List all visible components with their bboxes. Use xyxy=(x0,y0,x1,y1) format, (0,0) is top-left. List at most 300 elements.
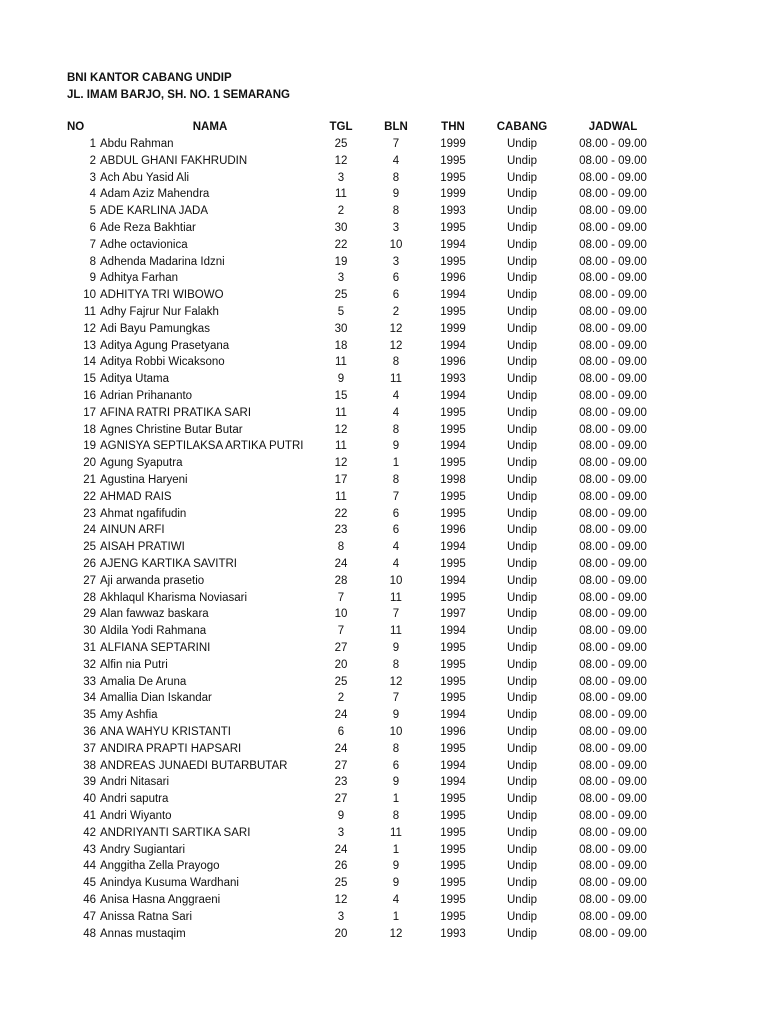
cell-no: 20 xyxy=(83,457,96,470)
column-header-no: NO xyxy=(67,121,85,133)
cell-bln: 6 xyxy=(392,289,400,302)
cell-thn: 1995 xyxy=(440,255,466,268)
cell-jadwal: 08.00 - 09.00 xyxy=(579,642,647,654)
cell-nama: Agnes Christine Butar Butar xyxy=(100,423,243,436)
table-row xyxy=(0,455,768,472)
cell-thn: 1995 xyxy=(440,910,466,923)
cell-tgl: 27 xyxy=(334,642,348,654)
column-header-bln: BLN xyxy=(384,121,408,133)
cell-thn: 1995 xyxy=(440,154,466,167)
cell-tgl: 12 xyxy=(334,154,348,167)
cell-thn: 1995 xyxy=(440,507,466,520)
cell-jadwal: 08.00 - 09.00 xyxy=(579,927,647,940)
cell-no: 42 xyxy=(83,826,96,839)
table-row xyxy=(0,354,768,371)
table-row xyxy=(0,875,768,892)
cell-jadwal: 08.00 - 09.00 xyxy=(579,860,647,873)
cell-thn: 1995 xyxy=(440,171,466,184)
cell-jadwal: 08.00 - 09.00 xyxy=(579,910,647,923)
table-row xyxy=(0,690,768,707)
cell-no: 29 xyxy=(83,608,96,621)
cell-tgl: 19 xyxy=(334,255,348,268)
cell-jadwal: 08.00 - 09.00 xyxy=(579,591,647,604)
cell-jadwal: 08.00 - 09.00 xyxy=(579,322,647,335)
cell-nama: Anggitha Zella Prayogo xyxy=(100,860,220,873)
cell-tgl: 24 xyxy=(334,558,348,570)
cell-cabang: Undip xyxy=(506,423,538,436)
cell-jadwal: 08.00 - 09.00 xyxy=(579,507,647,520)
cell-bln: 3 xyxy=(392,255,400,268)
table-row xyxy=(0,203,768,220)
cell-cabang: Undip xyxy=(506,490,538,503)
cell-tgl: 15 xyxy=(334,390,348,402)
cell-nama: Adhenda Madarina Idzni xyxy=(100,255,225,268)
cell-thn: 1995 xyxy=(440,860,466,873)
cell-cabang: Undip xyxy=(506,138,538,150)
cell-cabang: Undip xyxy=(506,171,538,184)
cell-nama: Amy Ashfia xyxy=(100,709,158,722)
table-row xyxy=(0,539,768,556)
cell-jadwal: 08.00 - 09.00 xyxy=(579,339,647,352)
cell-no: 12 xyxy=(83,322,96,335)
cell-bln: 11 xyxy=(390,625,402,638)
cell-tgl: 23 xyxy=(334,524,348,537)
cell-bln: 10 xyxy=(389,238,403,251)
cell-thn: 1994 xyxy=(440,238,466,251)
cell-cabang: Undip xyxy=(506,322,538,335)
table-row xyxy=(0,657,768,674)
table-row xyxy=(0,270,768,287)
cell-nama: ANDIRA PRAPTI HAPSARI xyxy=(100,742,242,755)
cell-no: 39 xyxy=(83,776,96,789)
table-row xyxy=(0,674,768,691)
cell-nama: Adi Bayu Pamungkas xyxy=(100,322,210,335)
cell-bln: 9 xyxy=(392,188,400,201)
cell-cabang: Undip xyxy=(506,558,538,570)
cell-tgl: 18 xyxy=(334,339,348,352)
cell-no: 36 xyxy=(83,726,96,738)
cell-tgl: 7 xyxy=(337,591,345,604)
cell-nama: AGNISYA SEPTILAKSA ARTIKA PUTRI xyxy=(100,440,304,453)
cell-bln: 9 xyxy=(392,440,400,453)
table-row xyxy=(0,220,768,237)
cell-bln: 9 xyxy=(392,776,400,789)
cell-cabang: Undip xyxy=(506,457,538,470)
table-row xyxy=(0,136,768,153)
table-row xyxy=(0,472,768,489)
cell-cabang: Undip xyxy=(506,793,538,806)
cell-nama: Anisa Hasna Anggraeni xyxy=(100,894,221,906)
cell-cabang: Undip xyxy=(506,692,538,705)
cell-no: 46 xyxy=(83,894,96,906)
cell-cabang: Undip xyxy=(506,474,538,486)
cell-bln: 7 xyxy=(392,692,400,705)
cell-jadwal: 08.00 - 09.00 xyxy=(579,406,647,419)
cell-bln: 4 xyxy=(392,558,400,570)
cell-tgl: 2 xyxy=(337,205,345,218)
cell-nama: AFINA RATRI PRATIKA SARI xyxy=(100,406,252,419)
cell-nama: ABDUL GHANI FAKHRUDIN xyxy=(100,154,248,167)
cell-no: 37 xyxy=(83,742,96,755)
cell-no: 7 xyxy=(89,238,96,251)
cell-nama: Andri Wiyanto xyxy=(100,810,172,822)
cell-no: 17 xyxy=(83,406,96,419)
cell-jadwal: 08.00 - 09.00 xyxy=(579,726,647,738)
cell-thn: 1994 xyxy=(440,339,466,352)
cell-cabang: Undip xyxy=(506,927,538,940)
table-row xyxy=(0,405,768,422)
cell-bln: 4 xyxy=(392,154,400,167)
cell-tgl: 25 xyxy=(334,289,348,302)
table-row xyxy=(0,237,768,254)
cell-jadwal: 08.00 - 09.00 xyxy=(579,188,647,201)
cell-jadwal: 08.00 - 09.00 xyxy=(579,255,647,268)
cell-cabang: Undip xyxy=(506,356,538,369)
cell-thn: 1998 xyxy=(440,474,466,486)
cell-no: 14 xyxy=(83,356,96,369)
cell-cabang: Undip xyxy=(506,608,538,621)
cell-cabang: Undip xyxy=(506,826,538,839)
cell-tgl: 24 xyxy=(334,709,348,722)
cell-bln: 12 xyxy=(389,927,403,940)
cell-jadwal: 08.00 - 09.00 xyxy=(579,625,647,638)
cell-bln: 7 xyxy=(392,138,400,150)
cell-cabang: Undip xyxy=(506,541,538,554)
cell-no: 4 xyxy=(89,188,96,201)
cell-thn: 1997 xyxy=(440,608,466,621)
cell-thn: 1999 xyxy=(440,138,466,150)
cell-nama: Andri saputra xyxy=(100,793,169,806)
table-row xyxy=(0,186,768,203)
cell-tgl: 3 xyxy=(337,826,345,839)
cell-cabang: Undip xyxy=(506,843,538,856)
cell-tgl: 30 xyxy=(334,222,348,234)
cell-tgl: 28 xyxy=(334,574,348,587)
table-row xyxy=(0,926,768,943)
cell-jadwal: 08.00 - 09.00 xyxy=(579,524,647,537)
cell-bln: 8 xyxy=(392,356,400,369)
cell-bln: 9 xyxy=(392,860,400,873)
cell-tgl: 20 xyxy=(334,927,348,940)
cell-bln: 9 xyxy=(392,877,400,890)
cell-nama: Ach Abu Yasid Ali xyxy=(100,171,190,184)
cell-tgl: 2 xyxy=(337,692,345,705)
cell-no: 19 xyxy=(83,440,96,453)
cell-no: 16 xyxy=(83,390,96,402)
cell-nama: Alfin nia Putri xyxy=(100,658,168,671)
cell-bln: 8 xyxy=(392,423,400,436)
cell-no: 43 xyxy=(83,843,96,856)
cell-thn: 1993 xyxy=(440,927,466,940)
table-row xyxy=(0,758,768,775)
cell-bln: 10 xyxy=(389,574,403,587)
cell-cabang: Undip xyxy=(506,154,538,167)
cell-nama: Anindya Kusuma Wardhani xyxy=(100,877,239,890)
cell-jadwal: 08.00 - 09.00 xyxy=(579,776,647,789)
cell-bln: 11 xyxy=(390,591,402,604)
cell-bln: 6 xyxy=(392,524,400,537)
cell-thn: 1996 xyxy=(440,524,466,537)
cell-cabang: Undip xyxy=(506,726,538,738)
cell-cabang: Undip xyxy=(506,642,538,654)
table-row xyxy=(0,388,768,405)
cell-thn: 1994 xyxy=(440,709,466,722)
cell-tgl: 20 xyxy=(334,658,348,671)
cell-nama: ANA WAHYU KRISTANTI xyxy=(100,726,231,738)
cell-jadwal: 08.00 - 09.00 xyxy=(579,574,647,587)
cell-tgl: 23 xyxy=(334,776,348,789)
cell-nama: Aji arwanda prasetio xyxy=(100,574,205,587)
table-row xyxy=(0,170,768,187)
cell-thn: 1995 xyxy=(440,826,466,839)
cell-bln: 9 xyxy=(392,709,400,722)
cell-thn: 1994 xyxy=(440,289,466,302)
column-header-jadwal: JADWAL xyxy=(588,121,638,133)
table-row xyxy=(0,724,768,741)
table-row xyxy=(0,640,768,657)
cell-tgl: 3 xyxy=(337,910,345,923)
cell-thn: 1995 xyxy=(440,793,466,806)
cell-thn: 1996 xyxy=(440,272,466,285)
cell-jadwal: 08.00 - 09.00 xyxy=(579,558,647,570)
cell-jadwal: 08.00 - 09.00 xyxy=(579,171,647,184)
cell-no: 26 xyxy=(83,558,96,570)
cell-nama: Adam Aziz Mahendra xyxy=(100,188,210,201)
cell-nama: Adrian Prihananto xyxy=(100,390,193,402)
cell-cabang: Undip xyxy=(506,188,538,201)
cell-tgl: 11 xyxy=(335,356,347,369)
cell-cabang: Undip xyxy=(506,709,538,722)
column-header-cabang: CABANG xyxy=(496,121,548,133)
table-row xyxy=(0,438,768,455)
cell-no: 15 xyxy=(83,373,96,386)
cell-jadwal: 08.00 - 09.00 xyxy=(579,222,647,234)
cell-cabang: Undip xyxy=(506,625,538,638)
cell-thn: 1995 xyxy=(440,591,466,604)
cell-no: 41 xyxy=(83,810,96,822)
cell-bln: 12 xyxy=(389,675,403,688)
cell-cabang: Undip xyxy=(506,406,538,419)
cell-jadwal: 08.00 - 09.00 xyxy=(579,793,647,806)
cell-jadwal: 08.00 - 09.00 xyxy=(579,356,647,369)
cell-tgl: 26 xyxy=(334,860,348,873)
cell-cabang: Undip xyxy=(506,910,538,923)
cell-tgl: 27 xyxy=(334,793,348,806)
cell-thn: 1999 xyxy=(440,322,466,335)
cell-cabang: Undip xyxy=(506,877,538,890)
cell-thn: 1995 xyxy=(440,457,466,470)
cell-bln: 8 xyxy=(392,205,400,218)
cell-nama: Amallia Dian Iskandar xyxy=(100,692,212,705)
cell-bln: 7 xyxy=(392,608,400,621)
table-row xyxy=(0,422,768,439)
cell-nama: Andri Nitasari xyxy=(100,776,170,789)
cell-tgl: 17 xyxy=(334,474,348,486)
cell-tgl: 27 xyxy=(334,759,348,772)
cell-jadwal: 08.00 - 09.00 xyxy=(579,709,647,722)
cell-nama: Agustina Haryeni xyxy=(100,474,188,486)
cell-bln: 3 xyxy=(392,222,400,234)
cell-nama: Aditya Utama xyxy=(100,373,170,386)
cell-thn: 1994 xyxy=(440,625,466,638)
cell-thn: 1996 xyxy=(440,356,466,369)
table-row xyxy=(0,741,768,758)
table-header-row xyxy=(0,119,768,136)
cell-cabang: Undip xyxy=(506,440,538,453)
cell-nama: ADE KARLINA JADA xyxy=(100,205,209,218)
cell-no: 32 xyxy=(83,658,96,671)
table-row xyxy=(0,153,768,170)
cell-thn: 1995 xyxy=(440,843,466,856)
cell-bln: 1 xyxy=(392,793,400,806)
cell-nama: Aditya Robbi Wicaksono xyxy=(100,356,225,369)
table-row xyxy=(0,590,768,607)
cell-no: 3 xyxy=(89,171,96,184)
cell-no: 21 xyxy=(83,474,96,486)
table-row xyxy=(0,791,768,808)
cell-thn: 1994 xyxy=(440,574,466,587)
cell-bln: 4 xyxy=(392,390,400,402)
cell-cabang: Undip xyxy=(506,238,538,251)
column-header-thn: THN xyxy=(441,121,465,133)
cell-no: 25 xyxy=(83,541,96,554)
column-header-nama: NAMA xyxy=(192,121,228,133)
cell-thn: 1995 xyxy=(440,642,466,654)
cell-cabang: Undip xyxy=(506,373,538,386)
cell-no: 28 xyxy=(83,591,96,604)
table-row xyxy=(0,287,768,304)
cell-no: 10 xyxy=(83,289,96,302)
cell-thn: 1995 xyxy=(440,742,466,755)
cell-tgl: 11 xyxy=(335,440,347,453)
table-row xyxy=(0,909,768,926)
branch-title: BNI KANTOR CABANG UNDIP xyxy=(67,72,232,84)
cell-tgl: 25 xyxy=(334,138,348,150)
cell-tgl: 3 xyxy=(337,171,345,184)
table-row xyxy=(0,254,768,271)
table-row xyxy=(0,304,768,321)
cell-cabang: Undip xyxy=(506,759,538,772)
cell-cabang: Undip xyxy=(506,205,538,218)
cell-thn: 1993 xyxy=(440,373,466,386)
cell-thn: 1995 xyxy=(440,658,466,671)
cell-tgl: 24 xyxy=(334,843,348,856)
cell-no: 8 xyxy=(89,255,96,268)
cell-tgl: 22 xyxy=(334,238,348,251)
table-row xyxy=(0,623,768,640)
cell-jadwal: 08.00 - 09.00 xyxy=(579,423,647,436)
cell-thn: 1995 xyxy=(440,894,466,906)
cell-jadwal: 08.00 - 09.00 xyxy=(579,474,647,486)
cell-jadwal: 08.00 - 09.00 xyxy=(579,759,647,772)
cell-cabang: Undip xyxy=(506,507,538,520)
cell-no: 9 xyxy=(89,272,96,285)
cell-no: 38 xyxy=(83,759,96,772)
cell-jadwal: 08.00 - 09.00 xyxy=(579,877,647,890)
table-row xyxy=(0,707,768,724)
cell-thn: 1994 xyxy=(440,390,466,402)
cell-bln: 4 xyxy=(392,406,400,419)
cell-no: 18 xyxy=(83,423,96,436)
cell-tgl: 8 xyxy=(337,541,345,554)
cell-thn: 1995 xyxy=(440,692,466,705)
cell-nama: Ade Reza Bakhtiar xyxy=(100,222,196,234)
cell-no: 45 xyxy=(83,877,96,890)
cell-cabang: Undip xyxy=(506,591,538,604)
cell-no: 1 xyxy=(89,138,96,150)
cell-jadwal: 08.00 - 09.00 xyxy=(579,541,647,554)
cell-nama: Agung Syaputra xyxy=(100,457,183,470)
cell-cabang: Undip xyxy=(506,658,538,671)
cell-jadwal: 08.00 - 09.00 xyxy=(579,843,647,856)
table-row xyxy=(0,774,768,791)
cell-no: 48 xyxy=(83,927,96,940)
cell-bln: 7 xyxy=(392,490,400,503)
cell-jadwal: 08.00 - 09.00 xyxy=(579,272,647,285)
cell-tgl: 22 xyxy=(334,507,348,520)
cell-no: 47 xyxy=(83,910,96,923)
table-row xyxy=(0,858,768,875)
cell-nama: ALFIANA SEPTARINI xyxy=(100,642,211,654)
cell-bln: 8 xyxy=(392,810,400,822)
cell-thn: 1995 xyxy=(440,558,466,570)
cell-thn: 1995 xyxy=(440,306,466,318)
cell-cabang: Undip xyxy=(506,742,538,755)
cell-bln: 11 xyxy=(390,373,402,386)
cell-nama: ANDREAS JUNAEDI BUTARBUTAR xyxy=(100,759,288,772)
branch-address: JL. IMAM BARJO, SH. NO. 1 SEMARANG xyxy=(67,89,290,101)
cell-no: 30 xyxy=(83,625,96,638)
cell-bln: 12 xyxy=(389,339,403,352)
cell-tgl: 12 xyxy=(334,423,348,436)
cell-nama: AISAH PRATIWI xyxy=(100,541,185,554)
cell-tgl: 3 xyxy=(337,272,345,285)
cell-no: 2 xyxy=(89,154,96,167)
cell-bln: 4 xyxy=(392,894,400,906)
cell-tgl: 7 xyxy=(337,625,345,638)
table-row xyxy=(0,892,768,909)
cell-cabang: Undip xyxy=(506,524,538,537)
table-row xyxy=(0,606,768,623)
cell-bln: 6 xyxy=(392,507,400,520)
cell-jadwal: 08.00 - 09.00 xyxy=(579,742,647,755)
cell-thn: 1995 xyxy=(440,675,466,688)
cell-nama: Anissa Ratna Sari xyxy=(100,910,193,923)
cell-cabang: Undip xyxy=(506,776,538,789)
table-row xyxy=(0,338,768,355)
cell-no: 31 xyxy=(83,642,96,654)
cell-no: 23 xyxy=(83,507,96,520)
cell-tgl: 12 xyxy=(334,894,348,906)
cell-nama: ADHITYA TRI WIBOWO xyxy=(100,289,224,302)
cell-cabang: Undip xyxy=(506,255,538,268)
cell-tgl: 11 xyxy=(335,490,347,503)
cell-nama: Ahmat ngafifudin xyxy=(100,507,187,520)
cell-bln: 8 xyxy=(392,171,400,184)
table-row xyxy=(0,842,768,859)
cell-jadwal: 08.00 - 09.00 xyxy=(579,810,647,822)
table-row xyxy=(0,506,768,523)
cell-nama: Adhy Fajrur Nur Falakh xyxy=(100,306,219,318)
cell-jadwal: 08.00 - 09.00 xyxy=(579,675,647,688)
cell-thn: 1995 xyxy=(440,490,466,503)
cell-jadwal: 08.00 - 09.00 xyxy=(579,608,647,621)
cell-cabang: Undip xyxy=(506,339,538,352)
cell-no: 35 xyxy=(83,709,96,722)
cell-no: 44 xyxy=(83,860,96,873)
cell-nama: Adhitya Farhan xyxy=(100,272,178,285)
cell-bln: 8 xyxy=(392,742,400,755)
